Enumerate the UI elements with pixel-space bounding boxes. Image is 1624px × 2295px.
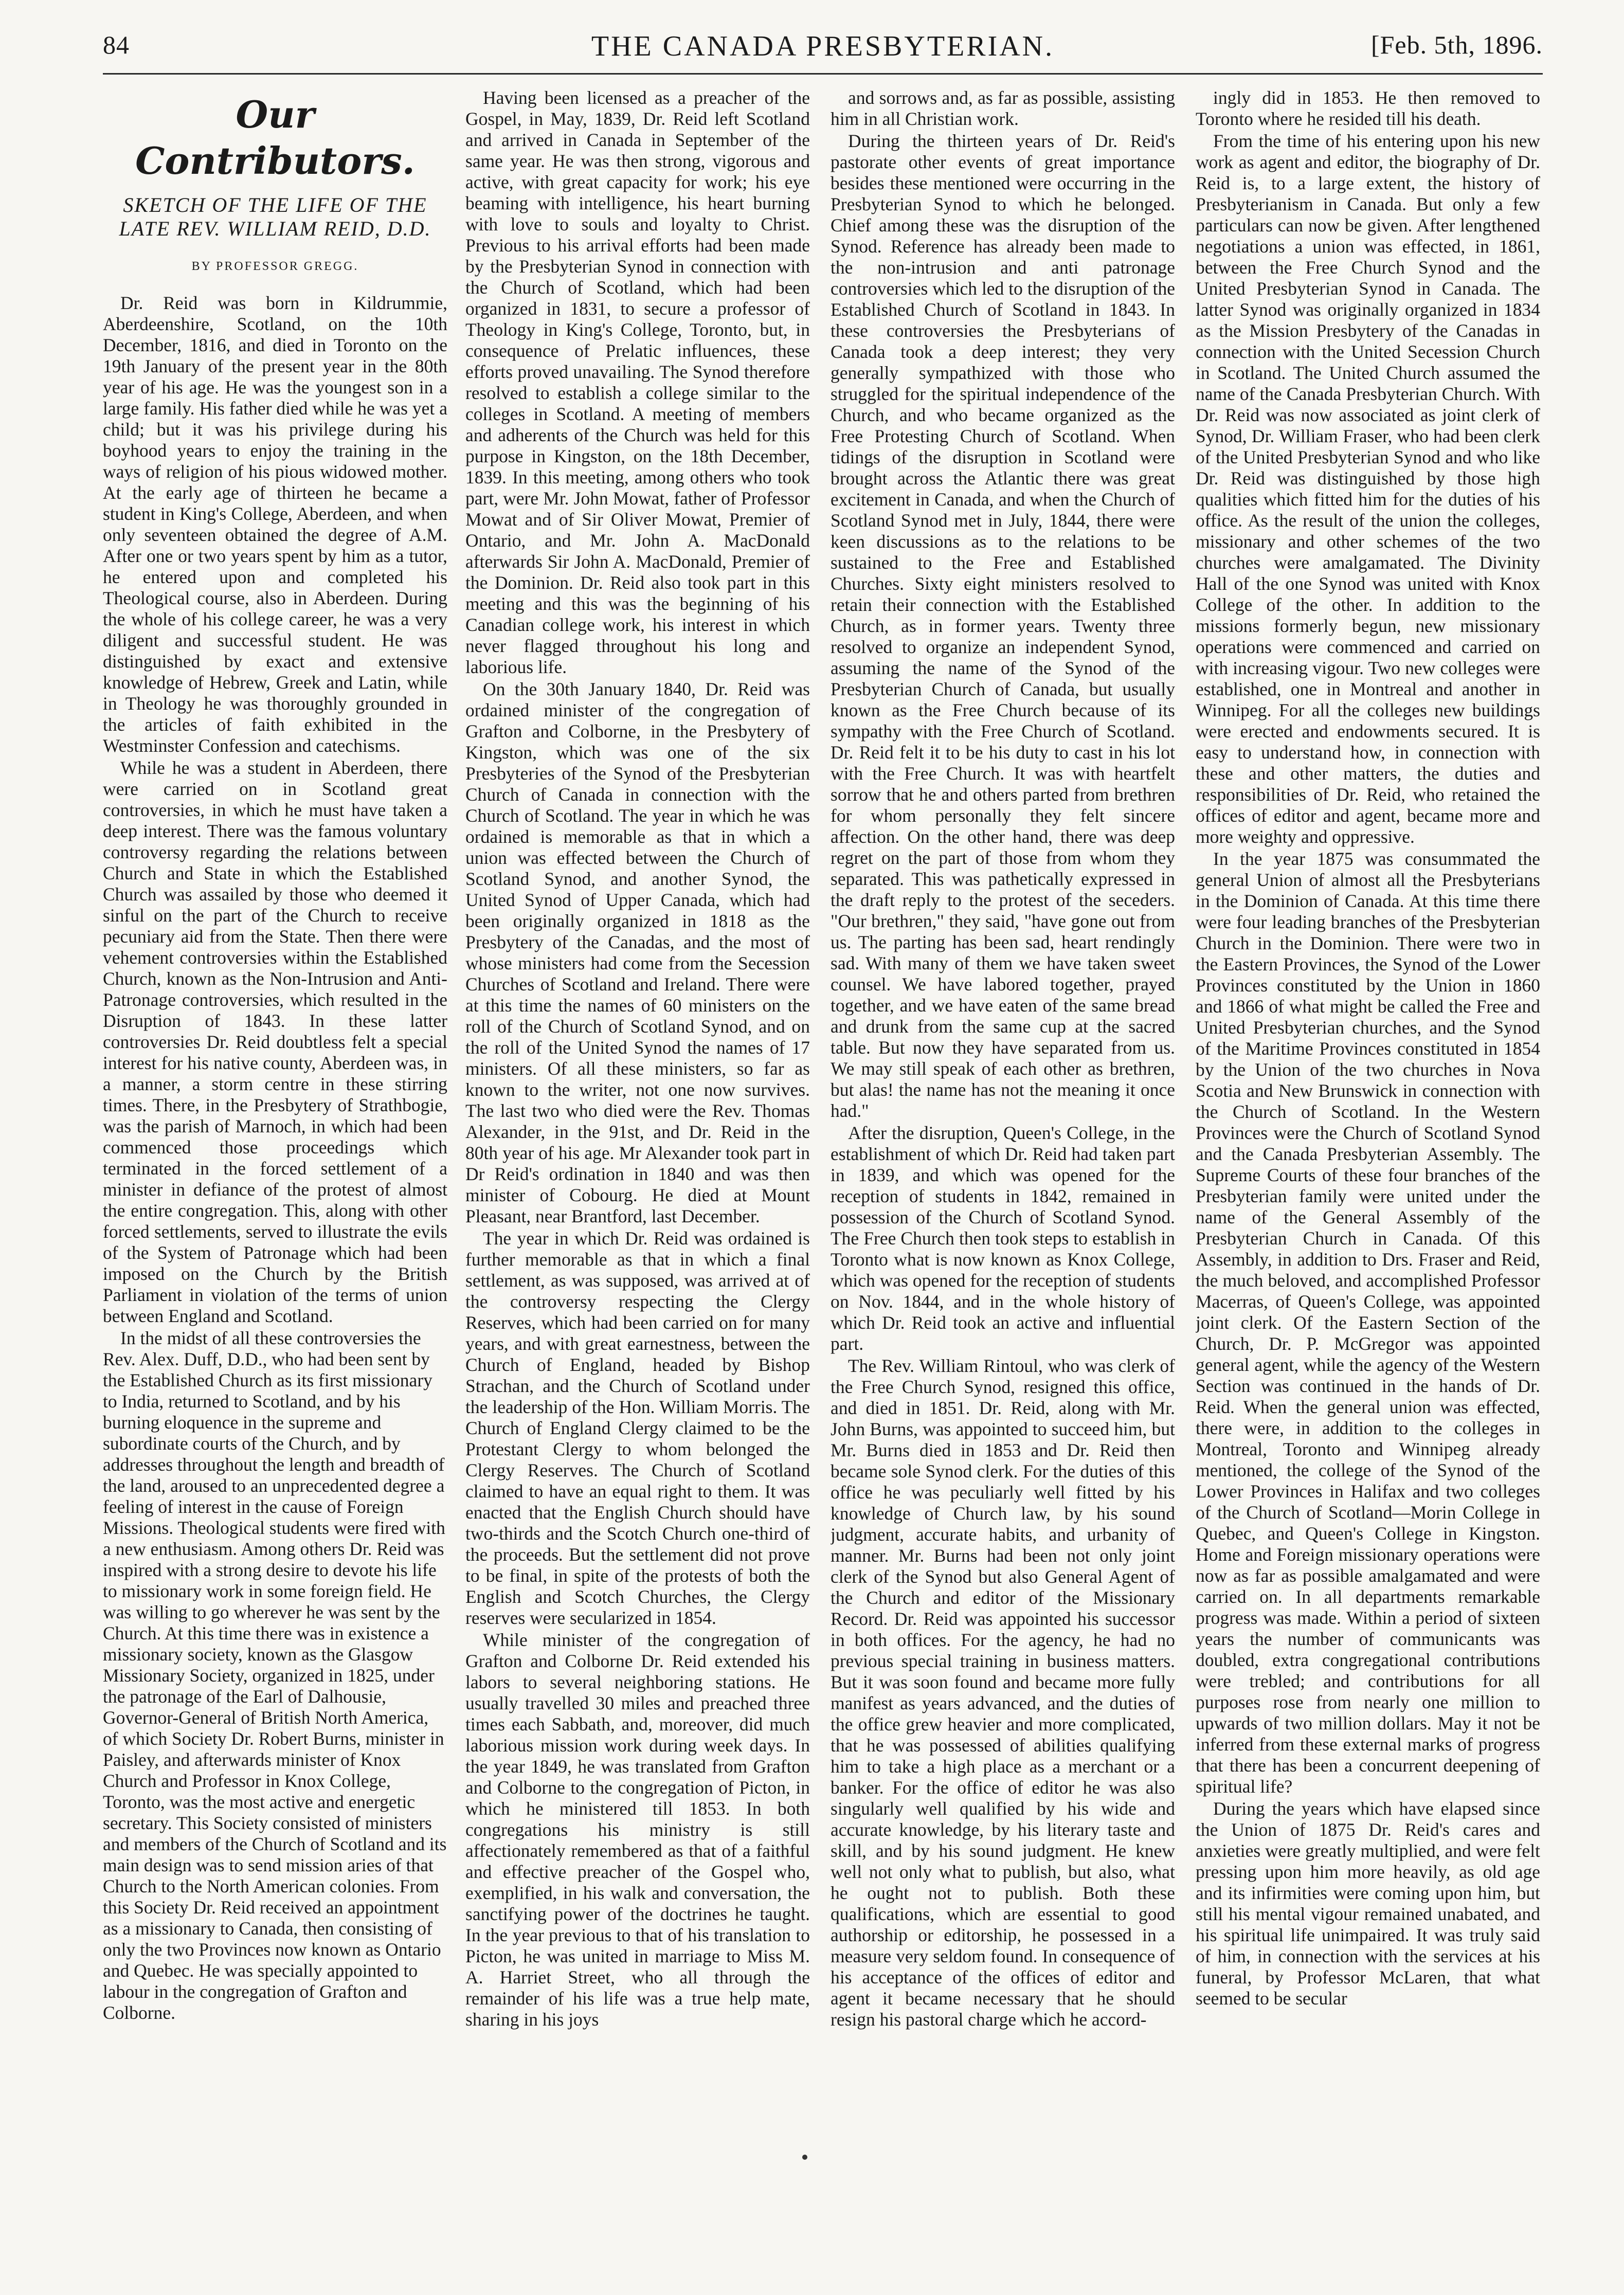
paragraph: On the 30th January 1840, Dr. Reid was ordained minister of the congregation of Grafton and Colborne, in the Presbytery of Kingston, which was one of the six Presbyteries of the Synod of the Presbyterian Church of Canada in connection with the Church of Scotland. The year in which he was ordained is memorable as that in which a union was effected between the Church of Scotland Synod, and another Synod, the United Synod of Upper Canada, which had been originally organized in 1818 as the Presbytery of the Canadas, and the most of whose ministers had come from the Secession Churches of Scotland and Ireland. There were at this time the names of 60 ministers on the roll of the Church of Scotland Synod, and on the roll of the United Synod the names of 17 ministers. Of all these ministers, so far as known to the writer, not one now survives. The last two who died were the Rev. Thomas Alexander, in the 91st, and Dr. Reid in the 80th year of his age. Mr Alexander took part in Dr Reid's ordination in 1840 and was then minister of Cobourg. He died at Mount Pleasant, near Brantford, last December.: [465, 679, 810, 1226]
ink-dot: [802, 2155, 807, 2160]
paragraph: During the thirteen years of Dr. Reid's pastorate other events of great importance besides these mentioned were occurring in the Presbyterian Synod to which he belonged. Chief among these was the disruption of the Synod. Reference has already been made to the non-intrusion and anti patronage controversies which led to the disruption of the Established Church of Scotland in 1843. In these controversies the Presbyterians of Canada took a deep interest; they very generally sympathized with those who struggled for the spiritual independence of the Church, and who became organized as the Free Protesting Church of Scotland. When tidings of the disruption in Scotland were brought across the Atlantic there was great excitement in Canada, and when the Church of Scotland Synod met in July, 1844, there were keen discussions as to the relations to be sustained to the Free and Established Churches. Sixty eight ministers resolved to retain their connection with the Established Church, as in former years. Twenty three resolved to organize an independent Synod, assuming the name of the Synod of the Presbyterian Church of Canada, but usually known as the Free Church because of its sympathy with the Free Church of Scotland. Dr. Reid felt it to be his duty to cast in his lot with the Free Church. It was with heartfelt sorrow that he and others parted from brethren for whom personally they felt sincere affection. On the other hand, there was deep regret on the part of those from whom they separated. This was pathetically expressed in the draft reply to the protest of the seceders. "Our brethren," they said, "have gone out from us. The parting has been sad, heart rendingly sad. With many of them we have taken sweet counsel. We have labored together, prayed together, and we have eaten of the same bread and drunk from the same cup at the sacred table. But now they have separated from us. We may still speak of each other as brethren, but alas! the name has not the meaning it once had.": [831, 131, 1175, 1121]
column-1: [103, 87, 447, 2196]
page-number: 84: [103, 30, 130, 59]
paragraph: From the time of his entering upon his new work as agent and editor, the biography of Dr. Reid is, to a large extent, the history of Presbyterianism in Canada. But only a few particulars can now be given. After lengthened negotiations a union was effected, in 1861, between the Free Church Synod and the United Presbyterian Synod in Canada. The latter Synod was originally organized in 1834 as the Mission Presbytery of the Canadas in connection with the United Secession Church in Scotland. The United Church assumed the name of the Canada Presbyterian Church. With Dr. Reid was now associated as joint clerk of Synod, Dr. William Fraser, who had been clerk of the United Presbyterian Synod and who like Dr. Reid was distinguished by those high qualities which fitted him for the duties of his office. As the result of the union the colleges, missionary and other schemes of the two churches were amalgamated. The Divinity Hall of the one Synod was united with Knox College of the other. In addition to the missions formerly begun, new missionary operations were commenced and carried on with increasing vigour. Two new colleges were established, one in Montreal and another in Winnipeg. For all the colleges new buildings were erected and endowments secured. It is easy to understand how, in connection with these and other matters, the duties and responsibilities of Dr. Reid, who retained the offices of editor and agent, became more and more weighty and oppressive.: [1196, 131, 1540, 847]
paragraph: During the years which have elapsed since the Union of 1875 Dr. Reid's cares and anxieties were greatly multiplied, and were felt pressing upon him more heavily, as old age and its infirmities were coming upon him, but still his mental vigour remained unabated, and his spiritual life unimpaired. It was truly said of him, in connection with the services at his funeral, by Professor McLaren, that what seemed to be secular: [1196, 1798, 1540, 2009]
paragraph: In the year 1875 was consummated the general Union of almost all the Presbyterians in the Dominion of Canada. At this time there were four leading branches of the Presbyterian Church in the Dominion. There were two in the Eastern Provinces, the Synod of the Lower Provinces constituted by the Union in 1860 and 1866 of what might be called the Free and United Presbyterian churches, and the Synod of the Maritime Provinces constituted in 1854 by the Union of the two churches in Nova Scotia and New Brunswick in connection with the Church of Scotland. In the Western Provinces were the Church of Scotland Synod and the Canada Presbyterian Assembly. The Supreme Courts of these four branches of the Presbyterian family were united under the name of the General Assembly of the Presbyterian Church in Canada. Of this Assembly, in addition to Drs. Fraser and Reid, the much beloved, and accomplished Professor Macerras, of Queen's College, was appointed joint clerk. Of the Eastern Section of the Church, Dr. P. McGregor was appointed general agent, while the agency of the Western Section was continued in the hands of Dr. Reid. When the general union was effected, there were, in addition to the colleges in Montreal, Toronto and Winnipeg already mentioned, the college of the Synod of the Lower Provinces in Halifax and two colleges of the Church of Scotland—Morin College in Quebec, and Queen's College in Kingston. Home and Foreign missionary operations were now as far as possible amalgamated and were carried on. In all departments remarkable progress was made. Within a period of sixteen years the number of communicants was doubled, extra congregational contributions were trebled; and contributions for all purposes rose from nearly one million to upwards of two million dollars. May it not be inferred from these external marks of progress that there has been a concurrent deepening of spiritual life?: [1196, 848, 1540, 1797]
paragraph: The year in which Dr. Reid was ordained is further memorable as that in which a final settlement, as was supposed, was arrived at of the controversy respecting the Clergy Reserves, which had been carried on for many years, and with great earnestness, between the Church of England, headed by Bishop Strachan, and the Church of Scotland under the leadership of the Hon. William Morris. The Church of England Clergy claimed to be the Protestant Clergy to whom belonged the Clergy Reserves. The Church of Scotland claimed to have an equal right to them. It was enacted that the English Church should have two-thirds and the Scotch Church one-third of the proceeds. But the settlement did not prove to be final, in spite of the protests of both the English and Scotch Churches, the Clergy reserves were secularized in 1854.: [465, 1228, 810, 1628]
paragraph: and sorrows and, as far as possible, assisting him in all Christian work.: [831, 87, 1175, 129]
paragraph: Dr. Reid was born in Kildrummie, Aberdeenshire, Scotland, on the 10th December, 1816, and died in Toronto on the 19th January of the present year in the 80th year of his age. He was the youngest son in a large family. His father died while he was yet a child; but it was his privilege during his boyhood years to enjoy the training in the ways of religion of his pious widowed mother. At the early age of thirteen he became a student in King's College, Aberdeen, and when only seventeen obtained the degree of A.M. After one or two years spent by him as a tutor, he entered upon and completed his Theological course, also in Aberdeen. During the whole of his college career, he was a very diligent and successful student. He was distinguished by exact and extensive knowledge of Hebrew, Greek and Latin, while in Theology he was thoroughly grounded in the articles of faith exhibited in the Westminster Confession and catechisms.: [103, 293, 447, 756]
issue-date: [Feb. 5th, 1896.: [1370, 30, 1543, 59]
column-4: [1196, 87, 1540, 2196]
paragraph: In the midst of all these controversies the Rev. Alex. Duff, D.D., who had been sent by the Established Church as its first missionary to India, returned to Scotland, and by his burning eloquence in the supreme and subordinate courts of the Church, and by addresses throughout the length and breadth of the land, aroused to an unprecedented degree a feeling of interest in the cause of Foreign Missions. Theological students were fired with a new enthusiasm. Among others Dr. Reid was inspired with a strong desire to devote his life to missionary work in some foreign field. He was willing to go wherever he was sent by the Church. At this time there was in existence a missionary society, known as the Glasgow Missionary Society, organized in 1825, under the patronage of the Earl of Dalhousie, Governor-General of British North America, of which Society Dr. Robert Burns, minister in Paisley, and afterwards minister of Knox Church and Professor in Knox College, Toronto, was the most active and energetic secretary. This Society consisted of ministers and members of the Church of Scotland and its main design was to send mission aries of that Church to the North American colonies. From this Society Dr. Reid received an appointment as a missionary to Canada, then consisting of only the two Provinces now known as Ontario and Quebec. He was specially appointed to labour in the congregation of Grafton and Colborne.: [103, 1328, 447, 2023]
column-2: [465, 87, 810, 2196]
paragraph: ingly did in 1853. He then removed to Toronto where he resided till his death.: [1196, 87, 1540, 129]
column-3: [831, 87, 1175, 2196]
header-rule: [103, 73, 1543, 75]
byline: BY PROFESSOR GREGG.: [191, 260, 359, 273]
paragraph: Having been licensed as a preacher of the Gospel, in May, 1839, Dr. Reid left Scotland and arrived in Canada in September of the same year. He was then strong, vigorous and active, with great capacity for work; his eye beaming with intelligence, his heart burning with love to souls and loyalty to Christ. Previous to his arrival efforts had been made by the Presbyterian Synod in connection with the Church of Scotland, which had been organized in 1831, to secure a professor of Theology in King's College, Toronto, but, in consequence of Prelatic influences, these efforts proved unavailing. The Synod therefore resolved to establish a college similar to the colleges in Scotland. A meeting of members and adherents of the Church was held for this purpose in Kingston, on the 18th December, 1839. In this meeting, among others who took part, were Mr. John Mowat, father of Professor Mowat and of Sir Oliver Mowat, Premier of Ontario, and Mr. John A. MacDonald afterwards Sir John A. MacDonald, Premier of the Dominion. Dr. Reid also took part in this meeting and this was the beginning of his Canadian college work, his interest in which never flagged throughout his long and laborious life.: [465, 87, 810, 677]
section-title: Our Contributors.: [135, 93, 415, 183]
paragraph: After the disruption, Queen's College, in the establishment of which Dr. Reid had taken part in 1839, and which was opened for the reception of students in 1842, remained in possession of the Church of Scotland Synod. The Free Church then took steps to establish in Toronto what is now known as Knox College, which was opened for the reception of students on Nov. 1844, and in the whole history of which Dr. Reid took an active and influential part.: [831, 1123, 1175, 1354]
publication-title: THE CANADA PRESBYTERIAN.: [591, 30, 1055, 62]
page-header: [103, 30, 1543, 76]
article-title: SKETCH OF THE LIFE OF THE LATE REV. WILLIAM REID, D.D.: [119, 193, 431, 240]
paragraph: The Rev. William Rintoul, who was clerk of the Free Church Synod, resigned this office, and died in 1851. Dr. Reid, along with Mr. John Burns, was appointed to succeed him, but Mr. Burns died in 1853 and Dr. Reid then became sole Synod clerk. For the duties of this office he was peculiarly well fitted by his knowledge of Church law, by his sound judgment, accurate habits, and urbanity of manner. Mr. Burns had been not only joint clerk of the Synod but also General Agent of the Church and editor of the Missionary Record. Dr. Reid was appointed his successor in both offices. For the agency, he had no previous special training in business matters. But it was soon found and became more fully manifest as years advanced, and the duties of the office grew heavier and more complicated, that he was possessed of abilities qualifying him to take a high place as a merchant or a banker. For the office of editor he was also singularly well qualified by his wide and accurate knowledge, by his literary taste and skill, and by his sound judgment. He knew well not only what to publish, but also, what he ought not to publish. Both these qualifications, which are essential to good authorship or editorship, he possessed in a measure very seldom found. In consequence of his acceptance of the offices of editor and agent it became necessary that he should resign his pastoral charge which he accord-: [831, 1356, 1175, 2030]
paragraph: While he was a student in Aberdeen, there were carried on in Scotland great controversies, in which he must have taken a deep interest. There was the famous voluntary controversy regarding the relations between Church and State in which the Established Church was assailed by those who deemed it sinful on the part of the Church to receive pecuniary aid from the State. Then there were vehement controversies within the Established Church, known as the Non-Intrusion and Anti-Patronage controversies, which resulted in the Disruption of 1843. In these latter controversies Dr. Reid doubtless felt a special interest for his native county, Aberdeen was, in a manner, a storm centre in these stirring times. There, in the Presbytery of Strathbogie, was the parish of Marnoch, in which had been commenced those proceedings which terminated in the forced settlement of a minister in defiance of the protest of almost the entire congregation. This, along with other forced settlements, served to illustrate the evils of the System of Patronage which had been imposed on the Church by the British Parliament in violation of the terms of union between England and Scotland.: [103, 757, 447, 1326]
paragraph: While minister of the congregation of Grafton and Colborne Dr. Reid extended his labors to several neighboring stations. He usually travelled 30 miles and preached three times each Sabbath, and, moreover, did much laborious mission work during week days. In the year 1849, he was translated from Grafton and Colborne to the congregation of Picton, in which he ministered till 1853. In both congregations his ministry is still affectionately remembered as that of a faithful and effective preacher of the Gospel who, exemplified, in his walk and conversation, the sanctifying power of the doctrines he taught. In the year previous to that of his translation to Picton, he was united in marriage to Miss M. A. Harriet Street, who all through the remainder of his life was a true help mate, sharing in his joys: [465, 1630, 810, 2030]
